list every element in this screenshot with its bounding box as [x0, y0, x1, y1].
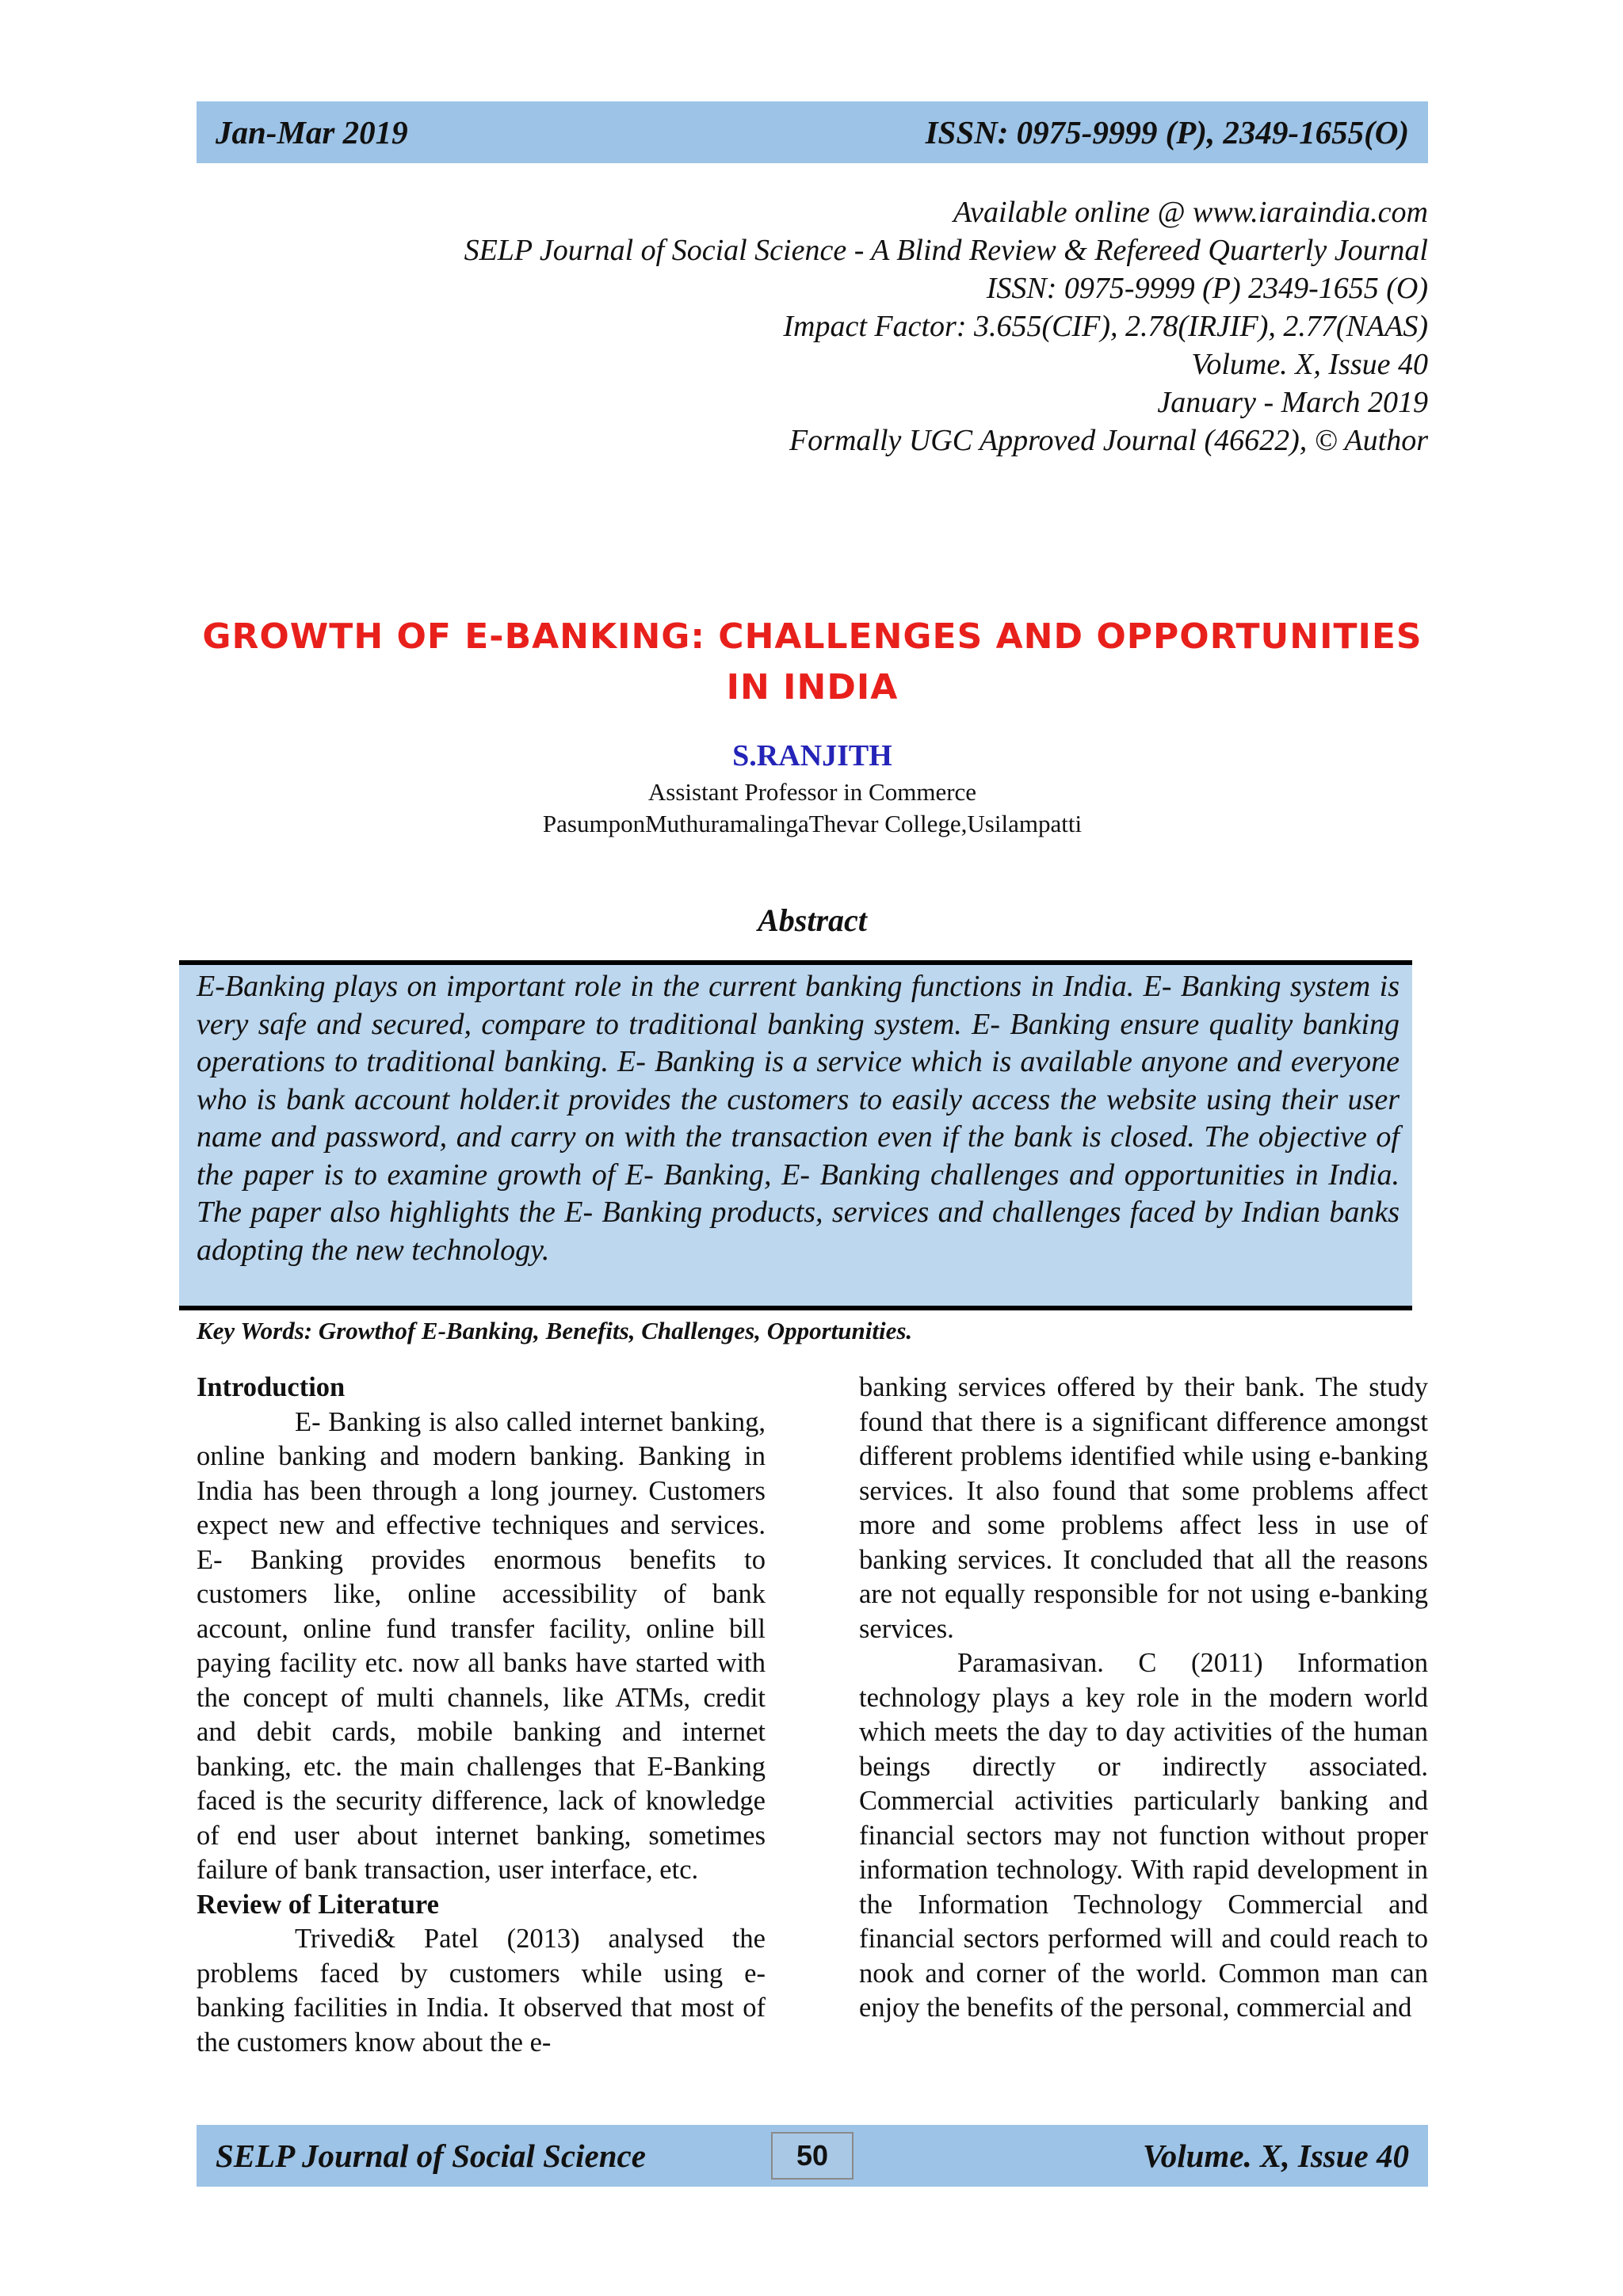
journal-info-issn: ISSN: 0975-9999 (P) 2349-1655 (O)	[986, 272, 1428, 305]
paramasivan-paragraph: Paramasivan. C (2011) Information technology plays a key role in the modern world which meets the day to day activities of the human beings directly or indirectly associated. Commercial activities particularly banking and financial sectors may not function without proper information technology. With rapid development in the Information Technology Commercial and financial sectors performed will and could reach to nook and corner of the world. Common man can enjoy the benefits of the personal, commercial and	[859, 1648, 1428, 2023]
introduction-paragraph: E- Banking is also called internet banking, online banking and modern banking. Banking in India has been through a long journey. Customers expect new and effective techniques and services. E- Banking provides enormous benefits to customers like, online accessibility of bank account, online fund transfer facility, online bill paying facility etc. now all banks have started with the concept of multi channels, like ATMs, credit and debit cards, mobile banking and internet banking, etc. the main challenges that E-Banking faced is the security difference, lack of knowledge of end user about internet banking, sometimes failure of bank transaction, user interface, etc.	[197, 1406, 766, 1885]
header-bar	[197, 101, 1428, 163]
journal-info	[464, 193, 1428, 460]
footer-volume: Volume. X, Issue 40	[1142, 2138, 1409, 2174]
journal-info-name: SELP Journal of Social Science - A Blind Review & Refereed Quarterly Journal	[464, 234, 1428, 267]
keywords: Key Words: Growthof E-Banking, Benefits, Challenges, Opportunities.	[197, 1317, 913, 1344]
journal-info-volume: Volume. X, Issue 40	[1191, 348, 1428, 381]
footer-journal: SELP Journal of Social Science	[216, 2138, 646, 2174]
body-column-left	[197, 1371, 766, 2060]
header-period: Jan-Mar 2019	[216, 114, 408, 151]
paper-title	[197, 612, 1428, 713]
title-line-2: IN INDIA	[726, 667, 899, 707]
page-number: 50	[771, 2132, 854, 2180]
header-issn: ISSN: 0975-9999 (P), 2349-1655(O)	[925, 114, 1409, 151]
section-heading-introduction: Introduction	[197, 1372, 346, 1402]
section-heading-review: Review of Literature	[197, 1889, 439, 1920]
journal-info-approval: Formally UGC Approved Journal (46622), © Author	[789, 424, 1428, 457]
author-name: S.RANJITH	[732, 739, 892, 772]
abstract-heading: Abstract	[758, 902, 867, 938]
footer-bar	[197, 2125, 1428, 2187]
review-continued-paragraph: banking services offered by their bank. The study found that there is a significant difference amongst different problems identified while using e-banking services. It also found that some problems affect more and some problems affect less in use of banking services. It concluded that all the reasons are not equally responsible for not using e-banking services.	[859, 1372, 1428, 1644]
author-institution: PasumponMuthuramalingaThevar College,Usilampatti	[542, 810, 1083, 837]
journal-info-impact: Impact Factor: 3.655(CIF), 2.78(IRJIF), 2.77(NAAS)	[783, 310, 1428, 343]
abstract-box	[179, 960, 1412, 1310]
journal-info-online: Available online @ www.iaraindia.com	[953, 196, 1428, 229]
author-position: Assistant Professor in Commerce	[647, 778, 977, 806]
abstract-text: E-Banking plays on important role in the current banking functions in India. E- Banking system is very safe and secured, compare to traditional banking system. E- Banking ensure quality banking operations to traditional banking. E- Banking is a service which is available anyone and everyone who is bank account holder.it provides the customers to easily access the website using their user name and password, and carry on with the transaction even if the bank is closed. The objective of the paper is to examine growth of E- Banking, E- Banking challenges and opportunities in India. The paper also highlights the E- Banking products, services and challenges faced by Indian banks adopting the new technology.	[197, 970, 1400, 1267]
body-column-right	[859, 1371, 1428, 2026]
title-line-1: GROWTH OF E-BANKING: CHALLENGES AND OPPORTUNITIES	[202, 616, 1423, 657]
review-paragraph: Trivedi& Patel (2013) analysed the problems faced by customers while using e-banking facilities in India. It observed that most of the customers know about the e-	[197, 1924, 766, 2058]
journal-info-date: January - March 2019	[1157, 386, 1428, 419]
